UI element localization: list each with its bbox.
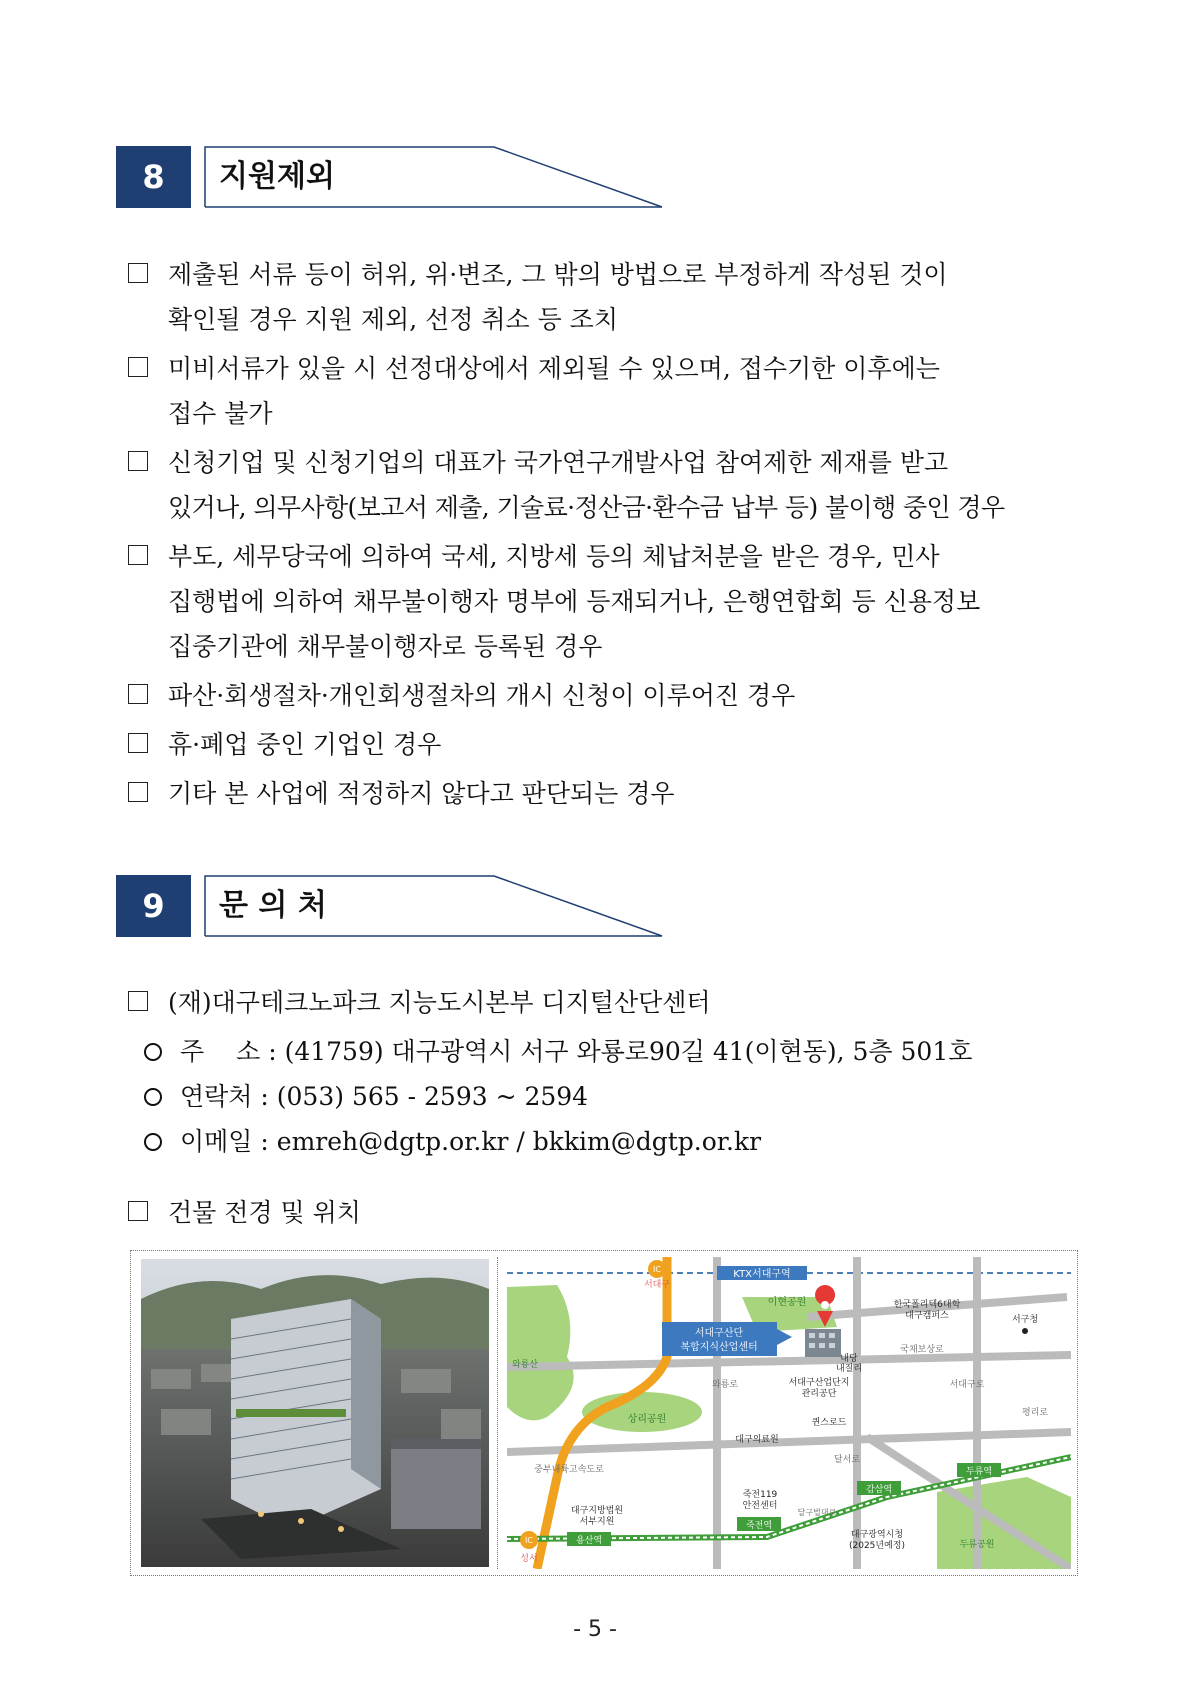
- section-number-box: [116, 875, 191, 937]
- list-item-line: 휴·폐업 중인 기업인 경우: [168, 730, 442, 759]
- section-number: 9: [142, 887, 165, 925]
- contact-details: [140, 1029, 1100, 1164]
- checkbox-square-icon: [128, 545, 148, 565]
- map-label: 달서로: [833, 1455, 861, 1465]
- section-8-header: [116, 146, 661, 208]
- list-item: [128, 980, 1088, 1025]
- map-label: IC: [525, 1536, 533, 1545]
- checkbox-square-icon: [128, 684, 148, 704]
- map-label: 중부내륙고속도로: [534, 1465, 604, 1475]
- list-item-line: 파산·회생절차·개인회생절차의 개시 신청이 이루어진 경우: [168, 681, 796, 710]
- checkbox-square-icon: [128, 733, 148, 753]
- list-item: [128, 673, 1088, 718]
- list-item-line: 집중기관에 채무불이행자로 등록된 경우: [168, 632, 603, 661]
- list-item-line: 접수 불가: [168, 399, 273, 428]
- checkbox-square-icon: [128, 991, 148, 1011]
- phone-label: 연락처: [180, 1082, 253, 1111]
- list-item-line: 확인될 경우 지원 제외, 선정 취소 등 조치: [168, 305, 618, 334]
- map-label: 죽전119: [742, 1490, 778, 1500]
- circle-bullet-icon: [144, 1043, 162, 1061]
- circle-bullet-icon: [144, 1133, 162, 1151]
- map-label: 대구의료원: [735, 1435, 779, 1445]
- list-item-line: 기타 본 사업에 적정하지 않다고 판단되는 경우: [168, 779, 675, 808]
- map-label: 죽전역: [745, 1521, 773, 1531]
- map-label: IC: [653, 1265, 661, 1274]
- list-item-line: 신청기업 및 신청기업의 대표가 국가연구개발사업 참여제한 제재를 받고: [168, 448, 949, 477]
- list-item: [128, 771, 1088, 816]
- address-label: 주 소: [180, 1037, 261, 1066]
- page-number: - 5 -: [573, 1617, 617, 1642]
- list-item-line: 제출된 서류 등이 허위, 위·변조, 그 밖의 방법으로 부정하게 작성된 것이: [168, 260, 948, 289]
- map-label: 복합지식산업센터: [680, 1342, 758, 1353]
- list-item: [128, 1190, 1088, 1235]
- building-images: [130, 1250, 1078, 1576]
- map-label: 국채보상로: [900, 1345, 944, 1355]
- map-label: 서대구로: [949, 1380, 985, 1390]
- section-title: 지원제외: [219, 159, 335, 194]
- building-heading: 건물 전경 및 위치: [168, 1198, 361, 1227]
- map-label: 서구청: [1011, 1315, 1039, 1325]
- list-item: [128, 252, 1088, 342]
- map-label: 안전센터: [742, 1501, 778, 1511]
- building-photo: [141, 1259, 489, 1567]
- map-label: 내당: [840, 1354, 858, 1364]
- section-number: 8: [142, 158, 165, 196]
- list-item-line: 미비서류가 있을 시 선정대상에서 제외될 수 있으며, 접수기한 이후에는: [168, 354, 940, 383]
- contact-list: [128, 980, 1088, 1029]
- map-label: 와룡산: [511, 1360, 539, 1370]
- section-9-header: [116, 875, 661, 937]
- checkbox-square-icon: [128, 451, 148, 471]
- list-item: [128, 534, 1088, 669]
- map-label: KTX서대구역: [733, 1269, 791, 1280]
- checkbox-square-icon: [128, 1201, 148, 1221]
- map-label: 서부지원: [579, 1517, 615, 1527]
- checkbox-square-icon: [128, 263, 148, 283]
- location-map: [507, 1257, 1071, 1569]
- circle-bullet-icon: [144, 1088, 162, 1106]
- checkbox-square-icon: [128, 782, 148, 802]
- map-label: 평리로: [1021, 1408, 1049, 1418]
- map-label: 두류공원: [959, 1540, 995, 1550]
- list-item-line: 집행법에 의하여 채무불이행자 명부에 등재되거나, 은행연합회 등 신용정보: [168, 587, 981, 616]
- map-label: 한국폴리텍6대학: [893, 1300, 961, 1310]
- map-label: 두류역: [965, 1467, 993, 1477]
- map-label: 퀸스로드: [811, 1418, 847, 1428]
- address-value: : (41759) 대구광역시 서구 와룡로90길 41(이현동), 5층 501호: [268, 1037, 973, 1066]
- map-label: 와룡로: [711, 1380, 739, 1390]
- building-list: [128, 1190, 1088, 1239]
- contact-address: [140, 1029, 1100, 1074]
- contact-phone: [140, 1074, 1100, 1119]
- map-label: 대구지방법원: [570, 1506, 624, 1516]
- map-label: 내질리: [835, 1364, 863, 1374]
- map-label: 대구캠퍼스: [905, 1311, 949, 1321]
- map-label: 서대구: [643, 1280, 671, 1290]
- map-label: 성서: [520, 1554, 538, 1564]
- email-label: 이메일: [180, 1127, 253, 1156]
- list-item: [128, 722, 1088, 767]
- map-label: 서대구산단: [694, 1328, 744, 1339]
- map-label: 달구벌대로: [797, 1508, 837, 1517]
- contact-email: [140, 1119, 1100, 1164]
- section-title: 문 의 처: [219, 888, 327, 923]
- map-label: 이현공원: [767, 1297, 807, 1308]
- map-label: (2025년예정): [848, 1541, 906, 1551]
- email-value[interactable]: : emreh@dgtp.or.kr / bkkim@dgtp.or.kr: [260, 1127, 762, 1156]
- map-label: 용산역: [575, 1536, 603, 1546]
- map-label: 대구광역시청: [850, 1530, 904, 1540]
- list-item-line: 부도, 세무당국에 의하여 국세, 지방세 등의 체납처분을 받은 경우, 민사: [168, 542, 940, 571]
- map-label: 서대구산업단지: [788, 1378, 850, 1388]
- exclusion-list: [128, 252, 1088, 820]
- map-label: 관리공단: [801, 1389, 837, 1399]
- image-divider: [497, 1257, 498, 1569]
- map-label: 감삼역: [865, 1485, 893, 1495]
- section-number-box: [116, 146, 191, 208]
- list-item: [128, 440, 1088, 530]
- phone-value: : (053) 565 - 2593 ~ 2594: [260, 1082, 589, 1111]
- contact-org: (재)대구테크노파크 지능도시본부 디지털산단센터: [168, 988, 711, 1017]
- map-label: 상리공원: [627, 1414, 667, 1425]
- list-item-line: 있거나, 의무사항(보고서 제출, 기술료·정산금·환수금 납부 등) 불이행 중인 경우: [168, 493, 1005, 522]
- checkbox-square-icon: [128, 357, 148, 377]
- list-item: [128, 346, 1088, 436]
